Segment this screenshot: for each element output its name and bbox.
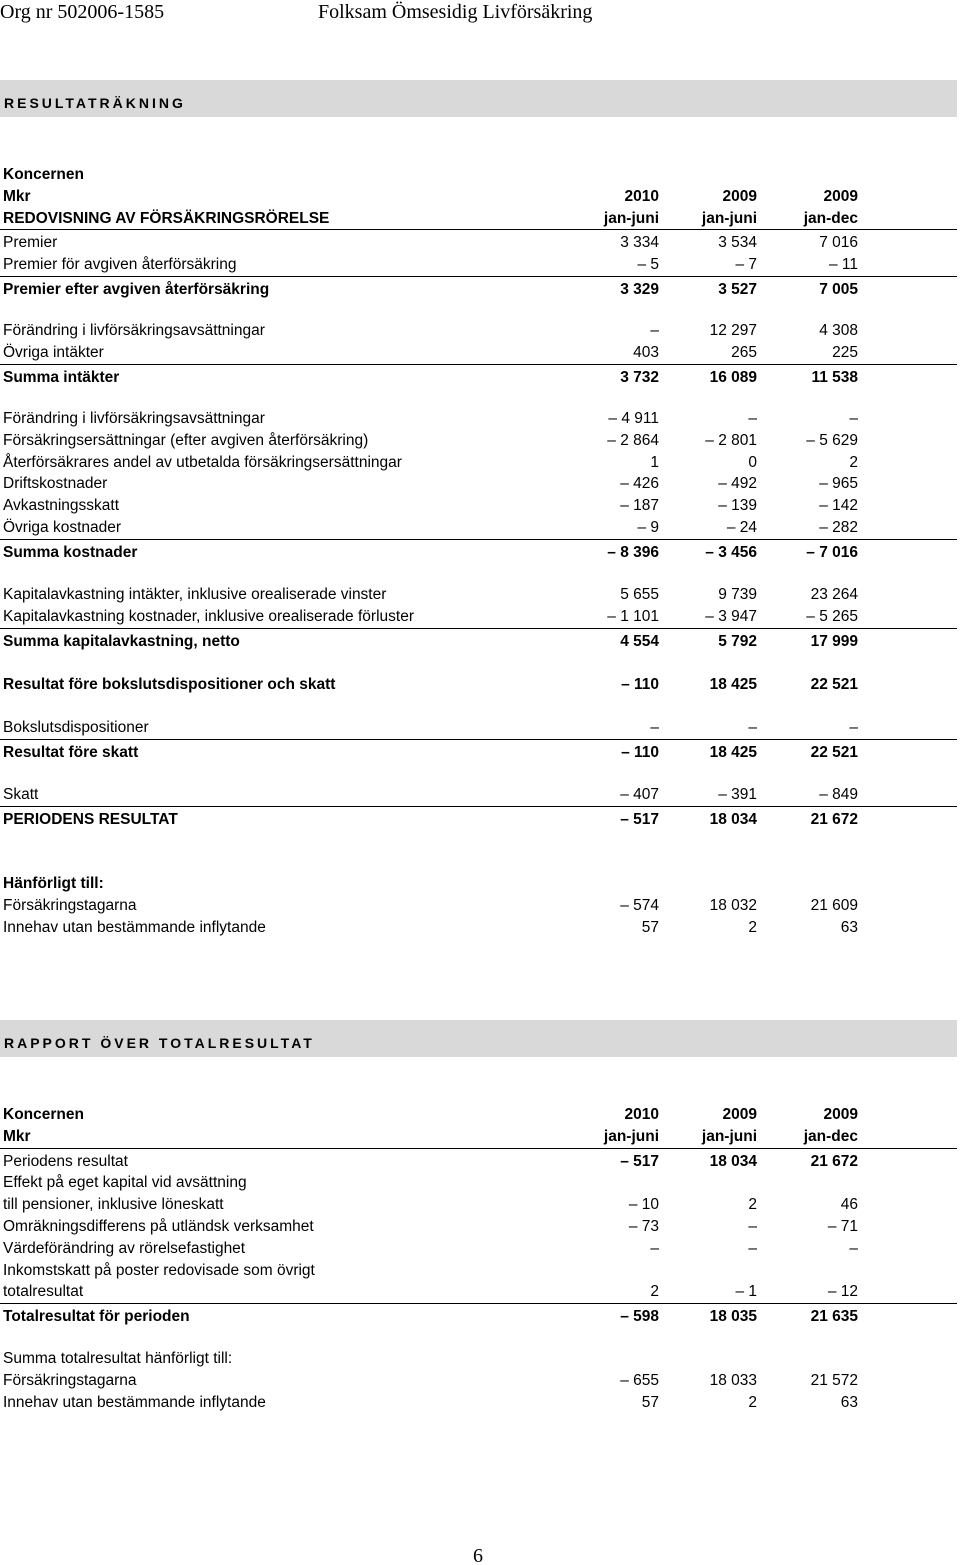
company-name: Folksam Ömsesidig Livförsäkring bbox=[318, 1, 593, 23]
value-2009-jan-dec: – bbox=[849, 1239, 858, 1257]
value-2010-jan-juni: 3 329 bbox=[620, 280, 659, 298]
row-period-result bbox=[0, 1151, 957, 1173]
value-2010-jan-juni: – 517 bbox=[620, 810, 659, 828]
row-label: Resultat före skatt bbox=[3, 743, 139, 761]
row-yield-tax bbox=[0, 495, 957, 517]
value-2009-jan-juni: 12 297 bbox=[709, 322, 757, 339]
result-before-appropriations-block bbox=[0, 674, 957, 696]
value-2009-jan-dec: 21 609 bbox=[810, 896, 858, 914]
row-result-before-appropriations bbox=[0, 674, 957, 696]
row-label: PERIODENS RESULTAT bbox=[3, 810, 178, 828]
row-label: Skatt bbox=[3, 786, 39, 803]
row-attributable-non-controlling bbox=[0, 917, 957, 939]
section-title: RESULTATRÄKNING bbox=[4, 95, 186, 111]
group-label: Koncernen bbox=[3, 166, 84, 183]
value-2009-jan-dec: 7 016 bbox=[819, 234, 858, 252]
page-number: 6 bbox=[473, 1545, 483, 1565]
section-title: RAPPORT ÖVER TOTALRESULTAT bbox=[4, 1035, 315, 1051]
row-result-before-tax bbox=[0, 742, 957, 764]
value-2009-jan-dec: 225 bbox=[832, 343, 858, 361]
row-label: Summa totalresultat hänförligt till: bbox=[3, 1350, 233, 1367]
row-total-comprehensive-income bbox=[0, 1306, 957, 1328]
row-label: Återförsäkrares andel av utbetalda försäkringsersättningar bbox=[3, 453, 402, 471]
value-2010-jan-juni: 57 bbox=[641, 1393, 659, 1411]
value-2009-jan-juni: 18 034 bbox=[709, 1152, 757, 1170]
row-label: Totalresultat för perioden bbox=[3, 1308, 190, 1326]
section-label: REDOVISNING AV FÖRSÄKRINGSRÖRELSE bbox=[3, 209, 330, 227]
value-2010-jan-juni: – 110 bbox=[621, 676, 659, 693]
value-2009-jan-dec: – 965 bbox=[819, 475, 858, 493]
row-claims-paid bbox=[0, 430, 957, 452]
value-2009-jan-juni: – 1 bbox=[735, 1283, 757, 1301]
row-premiums bbox=[0, 232, 957, 254]
row-label: Värdeförändring av rörelsefastighet bbox=[3, 1239, 246, 1257]
row-appropriations bbox=[0, 717, 957, 740]
value-2009-jan-juni: – bbox=[748, 1239, 757, 1257]
row-change-life-provisions-cost bbox=[0, 408, 957, 430]
row-attributable-policyholders bbox=[0, 895, 957, 917]
comprehensive-income-block bbox=[0, 1104, 957, 1328]
value-2009-jan-dec: – bbox=[849, 410, 858, 427]
value-2009-jan-juni: – bbox=[748, 719, 757, 736]
value-2010-jan-juni: – bbox=[650, 322, 659, 339]
value-2009-jan-juni: 2 bbox=[748, 1196, 757, 1214]
value-2009-jan-juni: 265 bbox=[731, 343, 757, 361]
comprehensive-attributable-block bbox=[0, 1348, 957, 1413]
value-2009-jan-dec: – 11 bbox=[828, 256, 858, 274]
value-2009-jan-dec: 22 521 bbox=[810, 743, 858, 761]
value-2010-jan-juni: – 426 bbox=[620, 475, 659, 493]
row-label: Effekt på eget kapital vid avsättning bbox=[3, 1174, 247, 1192]
row-reinsurers-share bbox=[0, 452, 957, 474]
row-investment-costs bbox=[0, 606, 957, 629]
value-2009-jan-dec: 63 bbox=[840, 918, 858, 936]
appropriations-block bbox=[0, 717, 957, 764]
value-2010-jan-juni: – bbox=[650, 719, 659, 736]
row-label: Innehav utan bestämmande inflytande bbox=[3, 1393, 266, 1411]
value-2010-jan-juni: 2 bbox=[650, 1283, 659, 1301]
value-2009-jan-dec: – 12 bbox=[827, 1283, 858, 1301]
value-2009-jan-dec: – 7 016 bbox=[806, 543, 858, 561]
value-2009-jan-juni: – 139 bbox=[718, 497, 757, 515]
row-label: Övriga kostnader bbox=[3, 518, 122, 536]
value-2009-jan-juni: – 24 bbox=[726, 518, 757, 536]
row-label: Inkomstskatt på poster redovisade som övrigt bbox=[3, 1261, 315, 1279]
value-2009-jan-juni: 18 425 bbox=[709, 676, 757, 693]
column-period: jan-dec bbox=[803, 209, 858, 227]
row-investment-income bbox=[0, 584, 957, 606]
column-year: 2009 bbox=[823, 187, 858, 205]
row-attributable-policyholders bbox=[0, 1370, 957, 1392]
value-2010-jan-juni: 403 bbox=[633, 343, 659, 361]
row-label: Förändring i livförsäkringsavsättningar bbox=[3, 322, 265, 339]
row-label: Kapitalavkastning kostnader, inklusive orealiserade förluster bbox=[3, 607, 414, 625]
value-2010-jan-juni: – 73 bbox=[628, 1217, 659, 1235]
value-2010-jan-juni: – 2 864 bbox=[607, 431, 659, 449]
section-band-comprehensive-income bbox=[0, 1020, 957, 1057]
row-other-income bbox=[0, 342, 957, 365]
row-tax bbox=[0, 784, 957, 807]
row-net-investment-return bbox=[0, 631, 957, 653]
row-label: Försäkringstagarna bbox=[3, 1371, 137, 1389]
org-number: Org nr 502006-1585 bbox=[0, 1, 165, 23]
unit-label: Mkr bbox=[3, 1127, 31, 1145]
costs-block bbox=[0, 408, 957, 564]
value-2010-jan-juni: 3 732 bbox=[620, 368, 659, 386]
value-2009-jan-dec: 21 672 bbox=[810, 810, 858, 828]
value-2009-jan-juni: 0 bbox=[748, 453, 757, 471]
column-period: jan-juni bbox=[701, 1127, 757, 1145]
income-statement-header-block bbox=[0, 164, 957, 301]
row-label: Bokslutsdispositioner bbox=[3, 719, 149, 736]
value-2010-jan-juni: – 110 bbox=[621, 743, 659, 761]
value-2009-jan-dec: 23 264 bbox=[810, 586, 858, 603]
row-comprehensive-income-tax bbox=[0, 1281, 957, 1304]
header-row-years bbox=[0, 1104, 957, 1126]
value-2010-jan-juni: 5 655 bbox=[620, 586, 659, 603]
row-label: Premier bbox=[3, 234, 58, 252]
value-2009-jan-juni: – 2 801 bbox=[705, 431, 757, 449]
column-year: 2010 bbox=[624, 1106, 659, 1123]
value-2009-jan-dec: – 849 bbox=[819, 786, 858, 803]
value-2010-jan-juni: – 598 bbox=[620, 1308, 659, 1326]
value-2009-jan-juni: 3 527 bbox=[718, 280, 757, 298]
row-total-costs bbox=[0, 542, 957, 564]
value-2010-jan-juni: – 517 bbox=[620, 1152, 659, 1170]
value-2009-jan-dec: 17 999 bbox=[810, 632, 858, 650]
row-total-income bbox=[0, 367, 957, 389]
row-attributable-heading bbox=[0, 1348, 957, 1370]
value-2010-jan-juni: – 1 101 bbox=[607, 607, 659, 625]
row-label: Summa intäkter bbox=[3, 368, 120, 386]
value-2010-jan-juni: 4 554 bbox=[620, 632, 659, 650]
header-row-periods bbox=[0, 208, 957, 231]
value-2009-jan-dec: 63 bbox=[840, 1393, 858, 1411]
header-row-years bbox=[0, 186, 957, 208]
value-2010-jan-juni: – 187 bbox=[620, 497, 659, 515]
value-2009-jan-dec: 2 bbox=[849, 453, 858, 471]
row-period-result bbox=[0, 809, 957, 831]
value-2009-jan-juni: – 7 bbox=[735, 256, 757, 274]
value-2009-jan-juni: 18 032 bbox=[709, 896, 757, 914]
value-2009-jan-juni: 18 425 bbox=[709, 743, 757, 761]
value-2009-jan-dec: – 282 bbox=[819, 518, 858, 536]
value-2009-jan-dec: 4 308 bbox=[819, 322, 858, 339]
group-label: Koncernen bbox=[3, 1106, 84, 1123]
row-premiums-ceded bbox=[0, 254, 957, 277]
value-2009-jan-dec: 22 521 bbox=[810, 676, 858, 693]
row-label: Premier för avgiven återförsäkring bbox=[3, 256, 237, 274]
row-label: Kapitalavkastning intäkter, inklusive orealiserade vinster bbox=[3, 586, 387, 603]
value-2009-jan-juni: 9 739 bbox=[718, 586, 757, 603]
value-2010-jan-juni: – 10 bbox=[628, 1196, 659, 1214]
value-2009-jan-dec: 21 572 bbox=[810, 1371, 858, 1389]
value-2009-jan-dec: – 5 629 bbox=[806, 431, 858, 449]
value-2010-jan-juni: – 407 bbox=[620, 786, 659, 803]
value-2009-jan-juni: 18 035 bbox=[709, 1308, 757, 1326]
column-year: 2009 bbox=[823, 1106, 858, 1123]
row-other-costs bbox=[0, 517, 957, 540]
column-year: 2009 bbox=[722, 1106, 757, 1123]
row-label: Innehav utan bestämmande inflytande bbox=[3, 918, 266, 936]
value-2009-jan-dec: 11 538 bbox=[811, 368, 858, 386]
value-2010-jan-juni: – 574 bbox=[620, 896, 659, 914]
row-change-life-provisions bbox=[0, 320, 957, 342]
row-label: Omräkningsdifferens på utländsk verksamhet bbox=[3, 1217, 314, 1235]
column-period: jan-juni bbox=[603, 1127, 659, 1145]
column-period: jan-juni bbox=[701, 209, 757, 227]
value-2009-jan-juni: 5 792 bbox=[718, 632, 757, 650]
value-2010-jan-juni: – 8 396 bbox=[607, 543, 659, 561]
value-2009-jan-juni: 18 033 bbox=[709, 1371, 757, 1389]
value-2009-jan-juni: 2 bbox=[748, 918, 757, 936]
column-period: jan-dec bbox=[803, 1127, 858, 1145]
row-attributable-non-controlling bbox=[0, 1392, 957, 1414]
value-2009-jan-juni: 2 bbox=[748, 1393, 757, 1411]
row-pension-effect-heading bbox=[0, 1172, 957, 1194]
row-premiums-net bbox=[0, 279, 957, 301]
row-attributable-heading bbox=[0, 873, 957, 895]
value-2010-jan-juni: – 5 bbox=[637, 256, 659, 274]
value-2009-jan-dec: – 142 bbox=[819, 497, 858, 515]
row-label: Resultat före bokslutsdispositioner och skatt bbox=[3, 676, 336, 693]
value-2009-jan-dec: 46 bbox=[840, 1196, 858, 1214]
value-2009-jan-juni: – 3 947 bbox=[705, 607, 757, 625]
value-2009-jan-dec: – 5 265 bbox=[806, 607, 858, 625]
row-translation-differences bbox=[0, 1216, 957, 1238]
value-2010-jan-juni: 3 334 bbox=[620, 234, 659, 252]
row-label: Förändring i livförsäkringsavsättningar bbox=[3, 410, 265, 427]
value-2009-jan-juni: 18 034 bbox=[709, 810, 757, 828]
value-2009-jan-juni: – bbox=[748, 410, 757, 427]
row-income-tax-heading bbox=[0, 1260, 957, 1282]
row-label: Försäkringstagarna bbox=[3, 896, 137, 914]
column-period: jan-juni bbox=[603, 209, 659, 227]
value-2010-jan-juni: – 655 bbox=[620, 1371, 659, 1389]
attributable-block bbox=[0, 873, 957, 938]
row-label: Periodens resultat bbox=[3, 1152, 128, 1170]
column-year: 2009 bbox=[722, 187, 757, 205]
income-block bbox=[0, 320, 957, 388]
unit-label: Mkr bbox=[3, 187, 31, 205]
row-label: Övriga intäkter bbox=[3, 343, 104, 361]
value-2009-jan-dec: 21 672 bbox=[810, 1152, 858, 1170]
value-2010-jan-juni: – bbox=[650, 1239, 659, 1257]
section-band-income-statement bbox=[0, 80, 957, 117]
value-2009-jan-dec: 7 005 bbox=[819, 280, 858, 298]
value-2009-jan-juni: – 492 bbox=[718, 475, 757, 493]
value-2009-jan-juni: 16 089 bbox=[709, 368, 757, 386]
value-2009-jan-juni: – 391 bbox=[718, 786, 757, 803]
row-label: Premier efter avgiven återförsäkring bbox=[3, 280, 270, 298]
row-label: Hänförligt till: bbox=[3, 875, 104, 892]
row-label: Summa kapitalavkastning, netto bbox=[3, 632, 240, 650]
header-row-periods bbox=[0, 1126, 957, 1149]
value-2009-jan-juni: – bbox=[748, 1217, 757, 1235]
header-row-group bbox=[0, 164, 957, 186]
value-2010-jan-juni: 57 bbox=[641, 918, 659, 936]
value-2009-jan-juni: 3 534 bbox=[718, 234, 757, 252]
row-label: Avkastningsskatt bbox=[3, 497, 120, 515]
row-label: Försäkringsersättningar (efter avgiven återförsäkring) bbox=[3, 431, 369, 449]
row-property-revaluation bbox=[0, 1238, 957, 1260]
row-label: totalresultat bbox=[3, 1283, 84, 1301]
column-year: 2010 bbox=[624, 187, 659, 205]
tax-block bbox=[0, 784, 957, 831]
value-2009-jan-dec: – 71 bbox=[827, 1217, 858, 1235]
investment-block bbox=[0, 584, 957, 652]
value-2009-jan-dec: 21 635 bbox=[810, 1308, 858, 1326]
value-2010-jan-juni: – 9 bbox=[637, 518, 659, 536]
row-label: till pensioner, inklusive löneskatt bbox=[3, 1196, 224, 1214]
value-2009-jan-dec: – bbox=[849, 719, 858, 736]
value-2010-jan-juni: 1 bbox=[650, 453, 659, 471]
value-2009-jan-juni: – 3 456 bbox=[705, 543, 757, 561]
row-label: Driftskostnader bbox=[3, 475, 108, 493]
value-2010-jan-juni: – 4 911 bbox=[608, 410, 659, 427]
row-pension-provisions bbox=[0, 1194, 957, 1216]
row-label: Summa kostnader bbox=[3, 543, 138, 561]
row-operating-expenses bbox=[0, 473, 957, 495]
